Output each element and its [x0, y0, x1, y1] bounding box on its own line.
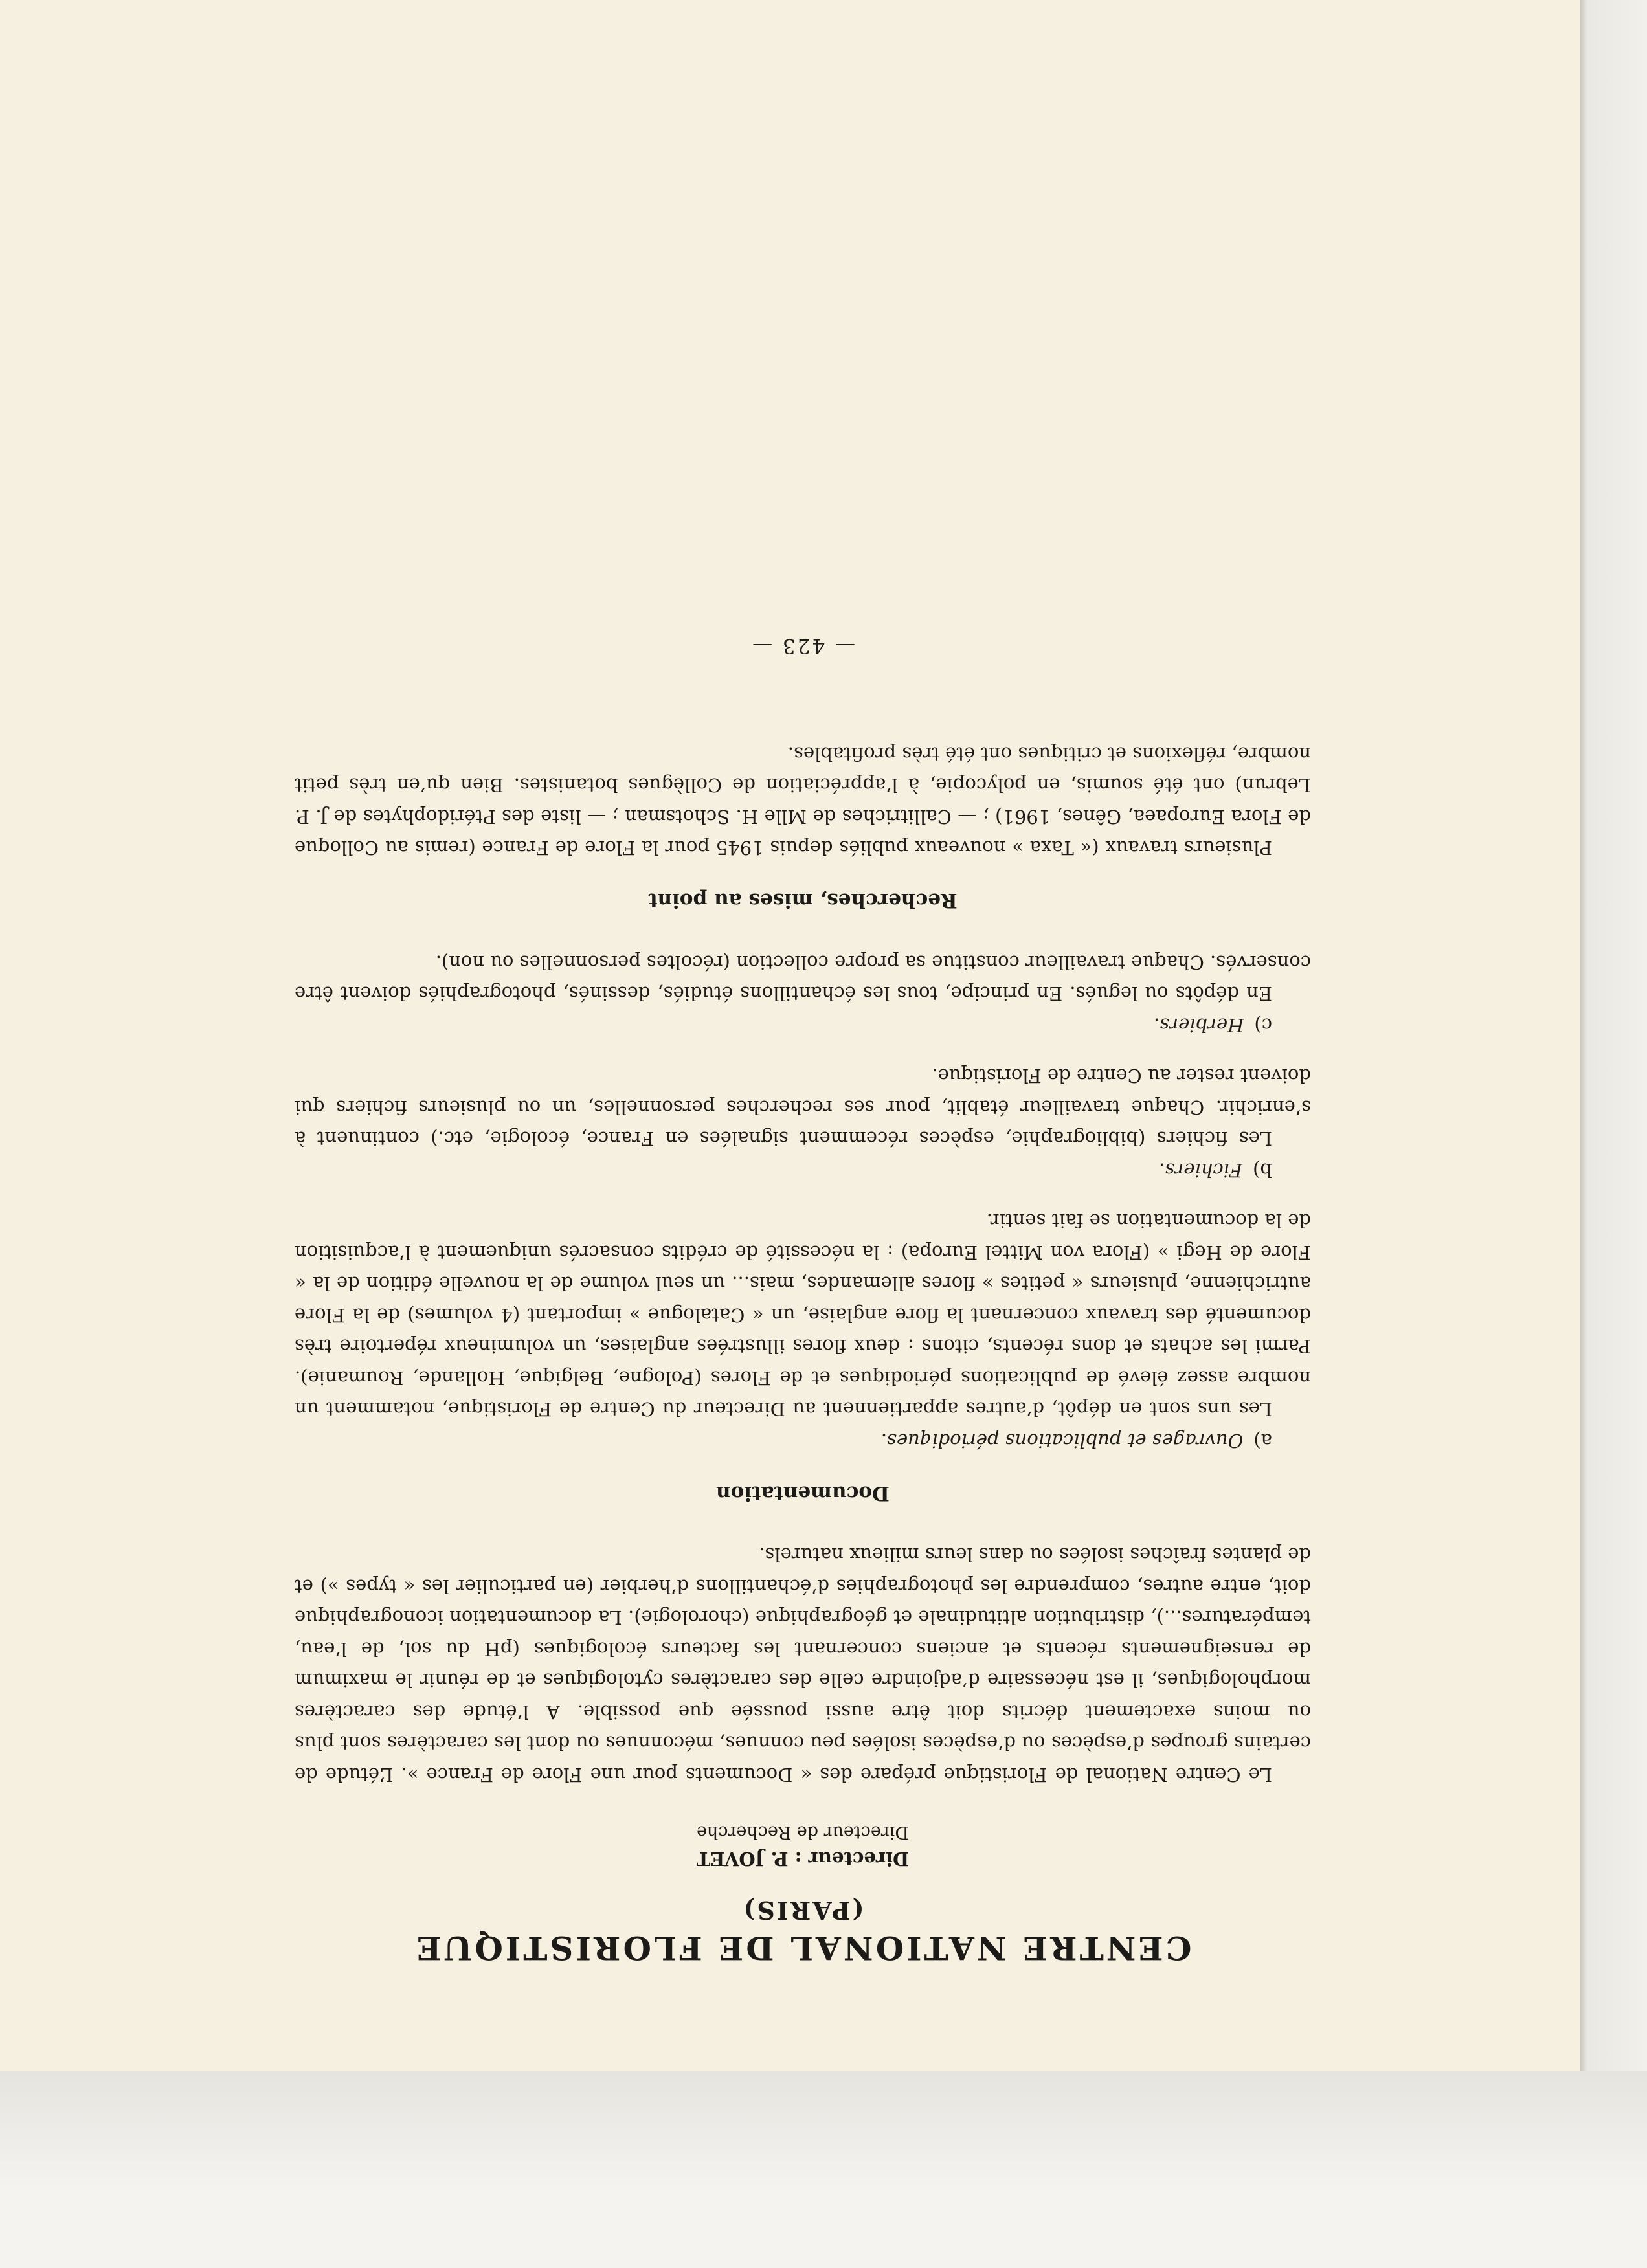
page-subtitle: (PARIS) [741, 1896, 864, 1925]
subsection-c-letter: c) [1254, 1014, 1272, 1036]
subsection-b-label: Fichiers. [1159, 1159, 1243, 1181]
subsection-c-title [295, 1010, 1311, 1041]
director-role: Directeur de Recherche [696, 1822, 910, 1842]
page-edge [1580, 0, 1647, 2097]
subsection-c-label: Herbiers. [1154, 1014, 1244, 1036]
subsection-b-text: Les fichiers (bibliographie, espèces récemment signalées en France, écologie, etc.) continuent à s’enrichir. Chaque travailleur établit, pour ses recherches personnelles, un ou plusieurs fichiers qui doivent rester au Centre de Floristique. [295, 1065, 1311, 1150]
rotated-page-content [295, 194, 1311, 1968]
documentation-heading: Documentation [716, 1482, 890, 1505]
research-heading: Recherches, mises au point [648, 889, 958, 913]
subsection-a-label: Ouvrages et publications périodiques. [880, 1430, 1244, 1452]
page-number: — 423 — [750, 634, 855, 658]
subsection-c-text: En dépôts ou legués. En principe, tous les échantillons étudiés, dessinés, photographiés doivent être conservés. Chaque travailleur constitue sa propre collection (récoltes personnelles ou non). [295, 951, 1311, 1005]
subsection-b-title [295, 1155, 1311, 1186]
subsection-a-title [295, 1425, 1311, 1457]
intro-paragraph: Le Centre National de Floristique prépare des « Documents pour une Flore de France ». L’étude de certains groupes d’espèces ou d’espèces isolées peu connues, méconnues ou dont les caractères sont plus ou moins exactement décrits doit être aussi poussée que possible. A l’étude des caractères morphologiques, il est nécessaire d’adjoindre celle des caractères cytologiques et de réunir le maximum de renseignements récents et anciens concernant les facteurs écologiques (pH du sol, de l’eau, températures...), distribution altitudinale et géographique (chorologie). La documentation iconographique doit, entre autres, comprendre les photographies d’échantillons d’herbier (en particulier les « types ») et de plantes fraîches isolées ou dans leurs milieux naturels. [295, 1544, 1311, 1786]
subsection-a-letter: a) [1253, 1430, 1272, 1452]
subsection-a-text: Les uns sont en dépôt, d’autres appartiennent au Directeur du Centre de Floristique, notamment un nombre assez élevé de publications périodiques et de Flores (Pologne, Belgique, Hollande, Roumanie). Parmi les achats et dons récents, citons : deux flores illustrées anglaises, un volumineux répertoire très documenté des travaux concernant la flore anglaise, un « Catalogue » important (4 volumes) de la Flore autrichienne, plusieurs « petites » flores allemandes, mais... un seul volume de la nouvelle édition de la « Flore de Hegi » (Flora von Mittel Europa) : la nécessité de crédits consacrés uniquement à l’acquisition de la documentation se fait sentir. [295, 1210, 1311, 1421]
subsection-b-letter: b) [1253, 1159, 1272, 1181]
page-title: CENTRE NATIONAL DE FLORISTIQUE [414, 1929, 1192, 1967]
scanner-margin [0, 2071, 1647, 2268]
research-paragraph: Plusieurs travaux (« Taxa » nouveaux publiés depuis 1945 pour la Flore de France (remis au Colloque de Flora Europaea, Gênes, 1961) ; — Callitriches de Mlle H. Schotsman ; — liste des Ptéridophytes de J. P. Lebrun) ont été soumis, en polycopie, à l’appréciation de Collègues botanistes. Bien qu’en très petit nombre, réflexions et critiques ont été très profitables. [295, 743, 1311, 860]
director-line: Directeur : P. JOVET [696, 1848, 910, 1870]
